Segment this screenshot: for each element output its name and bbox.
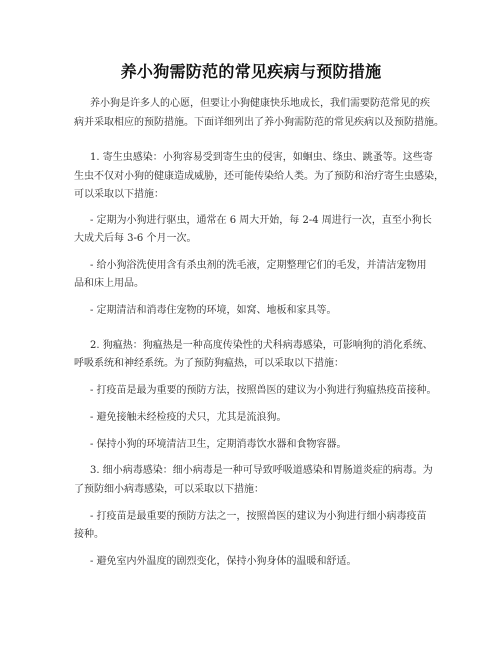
paragraph-line: 大成犬后每 3-6 个月一次。 [74, 233, 197, 244]
paragraph-line: 病并采取相应的预防措施。下面详细列出了养小狗需防范的常见疾病以及预防措施。 [74, 117, 444, 128]
paragraph-line: 养小狗是许多人的心愿，但要让小狗健康快乐地成长，我们需要防范常见的疾 [90, 98, 430, 109]
paragraph-line: 呼吸系统和神经系统。为了预防狗瘟热，可以采取以下措施： [74, 358, 344, 369]
paragraph-line: - 避免接触未经检疫的犬只，尤其是流浪狗。 [90, 412, 287, 423]
paragraph-line: 1. 寄生虫感染：小狗容易受到寄生虫的侵害，如蛔虫、绦虫、跳蚤等。这些寄 [90, 152, 433, 163]
paragraph-line: 2. 狗瘟热：狗瘟热是一种高度传染性的犬科病毒感染，可影响狗的消化系统、 [90, 340, 433, 351]
paragraph-line: - 打疫苗是最重要的预防方法之一，按照兽医的建议为小狗进行细小病毒疫苗 [90, 511, 427, 522]
paragraph-line: - 给小狗浴洗使用含有杀虫剂的洗毛液，定期整理它们的毛发，并清洁宠物用 [90, 260, 427, 271]
paragraph-line: - 避免室内外温度的剧烈变化，保持小狗身体的温暖和舒适。 [90, 556, 357, 567]
document-title: 养小狗需防范的常见疾病与预防措施 [120, 62, 382, 81]
paragraph-line: - 保持小狗的环境清洁卫生，定期消毒饮水器和食物容器。 [90, 439, 347, 450]
paragraph-line: 3. 细小病毒感染：细小病毒是一种可导致呼吸道感染和胃肠道炎症的病毒。为 [90, 465, 433, 476]
paragraph-line: - 定期为小狗进行驱虫，通常在 6 周大开始，每 2-4 周进行一次，直至小狗长 [90, 215, 432, 226]
paragraph-line: 了预防细小病毒感染，可以采取以下措施： [74, 484, 264, 495]
paragraph-line: - 打疫苗是最为重要的预防方法，按照兽医的建议为小狗进行狗瘟热疫苗接种。 [90, 385, 437, 396]
paragraph-line: 可以采取以下措施： [74, 189, 164, 200]
paragraph-line: 接种。 [74, 529, 104, 540]
paragraph-line: 品和床上用品。 [74, 278, 144, 289]
paragraph-line: - 定期清洁和消毒住宠物的环境，如窝、地板和家具等。 [90, 305, 337, 316]
paragraph-line: 生虫不仅对小狗的健康造成威胁，还可能传染给人类。为了预防和治疗寄生虫感染， [74, 171, 444, 182]
